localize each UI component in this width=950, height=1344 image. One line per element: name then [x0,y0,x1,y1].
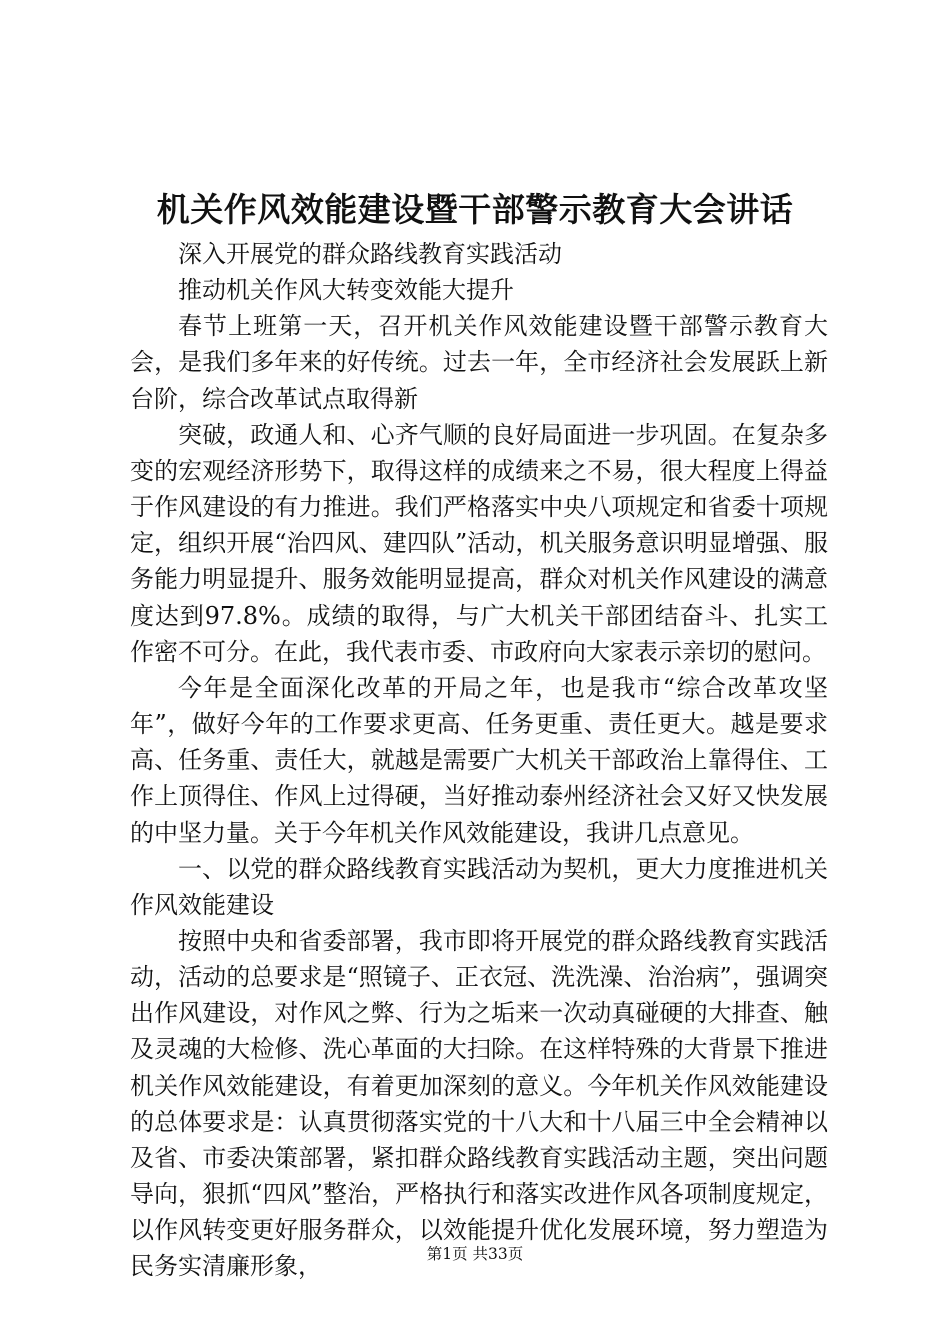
paragraph-this-year: 今年是全面深化改革的开局之年，也是我市“综合改革攻坚年”，做好今年的工作要求更高、任务更重、责任更大。越是要求高、任务重、责任大，就越是需要广大机关干部政治上靠得住、工作上顶得住、作风上过得硬，当好推动泰州经济社会又好又快发展的中坚力量。关于今年机关作风效能建设，我讲几点意见。 [130,673,828,847]
page-number-footer: 第1页 共33页 [426,1245,524,1263]
paragraph-subtitle-1: 深入开展党的群众路线教育实践活动 [178,240,562,268]
paragraph-achievements: 突破，政通人和、心齐气顺的良好局面进一步巩固。在复杂多变的宏观经济形势下，取得这样的成绩来之不易，很大程度上得益于作风建设的有力推进。我们严格落实中央八项规定和省委十项规定，组织开展“治四风、建四队”活动，机关服务意识明显增强、服务能力明显提升、服务效能明显提高，群众对机关作风建设的满意度达到97.8%。成绩的取得，与广大机关干部团结奋斗、扎实工作密不可分。在此，我代表市委、市政府向大家表示亲切的慰问。 [130,420,828,666]
section-heading-one: 一、以党的群众路线教育实践活动为契机，更大力度推进机关作风效能建设 [130,854,828,919]
paragraph-opening: 春节上班第一天，召开机关作风效能建设暨干部警示教育大会，是我们多年来的好传统。过去一年，全市经济社会发展跃上新台阶，综合改革试点取得新 [130,312,828,413]
paragraph-requirements: 按照中央和省委部署，我市即将开展党的群众路线教育实践活动，活动的总要求是“照镜子、正衣冠、洗洗澡、治治病”，强调突出作风建设，对作风之弊、行为之垢来一次动真碰硬的大排查、触及灵魂的大检修、洗心革面的大扫除。在这样特殊的大背景下推进机关作风效能建设，有着更加深刻的意义。今年机关作风效能建设的总体要求是：认真贯彻落实党的十八大和十八届三中全会精神以及省、市委决策部署，紧扣群众路线教育实践活动主题，突出问题导向，狠抓“四风”整治，严格执行和落实改进作风各项制度规定，以作风转变更好服务群众，以效能提升优化发展环境，努力塑造为民务实清廉形象， [130,926,828,1281]
document-title: 机关作风效能建设暨干部警示教育大会讲话 [156,190,794,229]
paragraph-subtitle-2: 推动机关作风大转变效能大提升 [178,276,514,305]
document-body [130,236,828,1285]
